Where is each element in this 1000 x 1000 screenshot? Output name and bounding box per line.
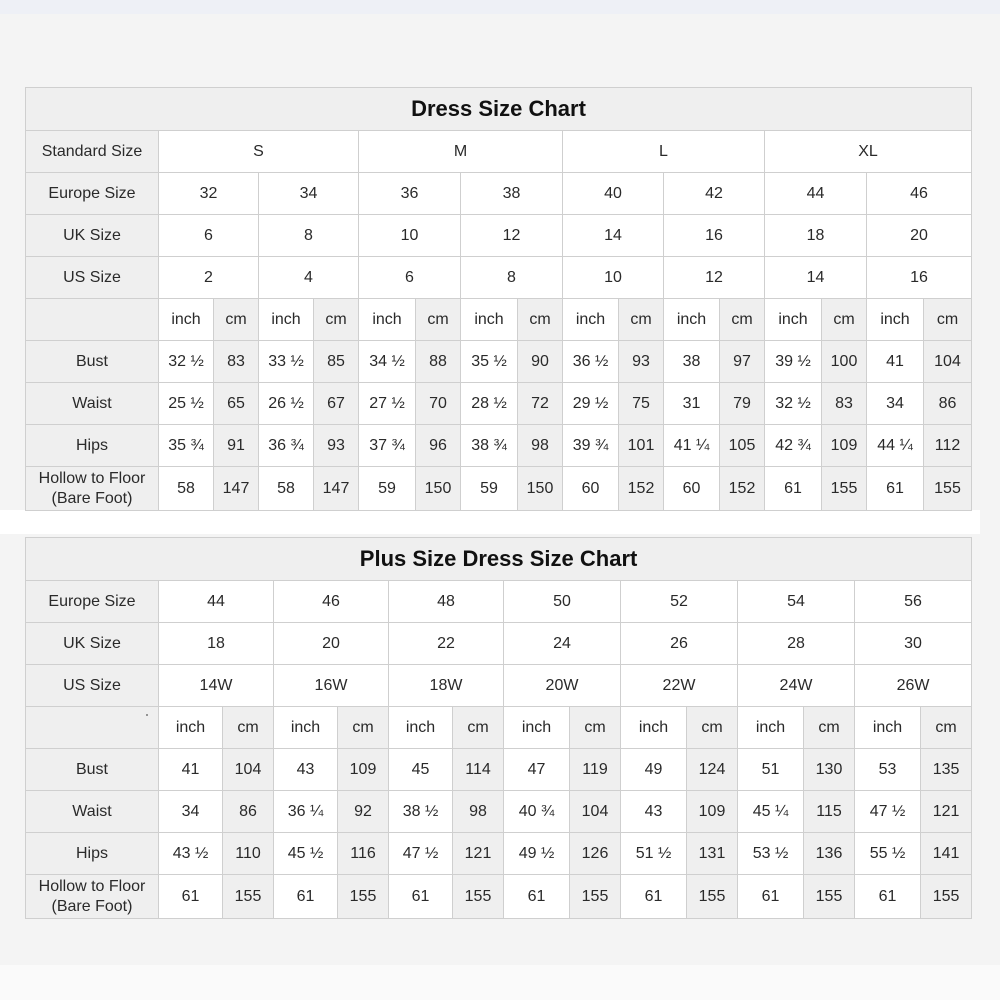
hips-inch-cell: 51 ½ bbox=[621, 833, 687, 875]
hollow-cm-cell: 155 bbox=[921, 875, 972, 919]
hips-cm-cell: 141 bbox=[921, 833, 972, 875]
row-label-hips: Hips bbox=[26, 833, 159, 875]
waist-inch-cell: 26 ½ bbox=[259, 383, 314, 425]
waist-inch-cell: 36 ¼ bbox=[274, 791, 338, 833]
waist-cm-cell: 92 bbox=[338, 791, 389, 833]
hollow-inch-cell: 61 bbox=[504, 875, 570, 919]
uk-size-cell: 18 bbox=[765, 215, 867, 257]
gap-band bbox=[0, 510, 980, 534]
hips-inch-cell: 43 ½ bbox=[159, 833, 223, 875]
us-size-cell: 8 bbox=[461, 257, 563, 299]
row-label-europe-size: Europe Size bbox=[26, 173, 159, 215]
bust-inch-cell: 49 bbox=[621, 749, 687, 791]
unit-header-cm: cm bbox=[921, 707, 972, 749]
europe-size-cell: 40 bbox=[563, 173, 664, 215]
unit-header-inch: inch bbox=[259, 299, 314, 341]
hips-inch-cell: 49 ½ bbox=[504, 833, 570, 875]
bust-inch-cell: 43 bbox=[274, 749, 338, 791]
hips-cm-cell: 112 bbox=[924, 425, 972, 467]
us-size-cell: 6 bbox=[359, 257, 461, 299]
hips-cm-cell: 110 bbox=[223, 833, 274, 875]
uk-size-cell: 20 bbox=[867, 215, 972, 257]
hips-cm-cell: 98 bbox=[518, 425, 563, 467]
hollow-inch-cell: 59 bbox=[359, 467, 416, 511]
unit-header-cm: cm bbox=[223, 707, 274, 749]
hollow-inch-cell: 61 bbox=[621, 875, 687, 919]
hips-cm-cell: 105 bbox=[720, 425, 765, 467]
bust-cm-cell: 93 bbox=[619, 341, 664, 383]
unit-header-inch: inch bbox=[461, 299, 518, 341]
hips-cm-cell: 126 bbox=[570, 833, 621, 875]
bust-cm-cell: 90 bbox=[518, 341, 563, 383]
us-size-cell: 24W bbox=[738, 665, 855, 707]
unit-header-cm: cm bbox=[314, 299, 359, 341]
unit-header-cm: cm bbox=[619, 299, 664, 341]
hips-inch-cell: 53 ½ bbox=[738, 833, 804, 875]
unit-header-cm: cm bbox=[804, 707, 855, 749]
europe-size-cell: 38 bbox=[461, 173, 563, 215]
bust-inch-cell: 41 bbox=[159, 749, 223, 791]
top-band bbox=[0, 0, 1000, 14]
bust-cm-cell: 135 bbox=[921, 749, 972, 791]
row-label-standard-size: Standard Size bbox=[26, 131, 159, 173]
europe-size-cell: 54 bbox=[738, 581, 855, 623]
hollow-inch-cell: 61 bbox=[855, 875, 921, 919]
hips-cm-cell: 116 bbox=[338, 833, 389, 875]
us-size-cell: 4 bbox=[259, 257, 359, 299]
unit-header-cm: cm bbox=[214, 299, 259, 341]
uk-size-cell: 14 bbox=[563, 215, 664, 257]
unit-header-inch: inch bbox=[664, 299, 720, 341]
bust-cm-cell: 109 bbox=[338, 749, 389, 791]
europe-size-cell: 44 bbox=[159, 581, 274, 623]
waist-cm-cell: 72 bbox=[518, 383, 563, 425]
row-label-uk-size: UK Size bbox=[26, 623, 159, 665]
europe-size-cell: 42 bbox=[664, 173, 765, 215]
hips-cm-cell: 93 bbox=[314, 425, 359, 467]
uk-size-cell: 22 bbox=[389, 623, 504, 665]
unit-header-inch: inch bbox=[159, 299, 214, 341]
bust-inch-cell: 39 ½ bbox=[765, 341, 822, 383]
standard-size-cell: M bbox=[359, 131, 563, 173]
row-label-units bbox=[26, 707, 159, 749]
us-size-cell: 26W bbox=[855, 665, 972, 707]
bust-cm-cell: 83 bbox=[214, 341, 259, 383]
europe-size-cell: 56 bbox=[855, 581, 972, 623]
waist-cm-cell: 98 bbox=[453, 791, 504, 833]
us-size-cell: 22W bbox=[621, 665, 738, 707]
uk-size-cell: 12 bbox=[461, 215, 563, 257]
hollow-inch-cell: 61 bbox=[389, 875, 453, 919]
row-label-bust: Bust bbox=[26, 749, 159, 791]
unit-header-inch: inch bbox=[765, 299, 822, 341]
bust-cm-cell: 104 bbox=[223, 749, 274, 791]
hollow-cm-cell: 155 bbox=[804, 875, 855, 919]
hollow-inch-cell: 61 bbox=[738, 875, 804, 919]
bust-inch-cell: 47 bbox=[504, 749, 570, 791]
us-size-cell: 16 bbox=[867, 257, 972, 299]
waist-cm-cell: 104 bbox=[570, 791, 621, 833]
bust-cm-cell: 119 bbox=[570, 749, 621, 791]
row-label-uk-size: UK Size bbox=[26, 215, 159, 257]
waist-cm-cell: 109 bbox=[687, 791, 738, 833]
bust-inch-cell: 41 bbox=[867, 341, 924, 383]
bust-cm-cell: 130 bbox=[804, 749, 855, 791]
hollow-cm-cell: 155 bbox=[924, 467, 972, 511]
unit-header-inch: inch bbox=[867, 299, 924, 341]
uk-size-cell: 28 bbox=[738, 623, 855, 665]
hips-cm-cell: 91 bbox=[214, 425, 259, 467]
waist-inch-cell: 27 ½ bbox=[359, 383, 416, 425]
hips-cm-cell: 96 bbox=[416, 425, 461, 467]
hollow-cm-cell: 147 bbox=[314, 467, 359, 511]
waist-inch-cell: 32 ½ bbox=[765, 383, 822, 425]
unit-header-inch: inch bbox=[855, 707, 921, 749]
waist-inch-cell: 34 bbox=[159, 791, 223, 833]
waist-cm-cell: 121 bbox=[921, 791, 972, 833]
europe-size-cell: 52 bbox=[621, 581, 738, 623]
chart-title: Dress Size Chart bbox=[26, 88, 972, 131]
bust-cm-cell: 114 bbox=[453, 749, 504, 791]
uk-size-cell: 10 bbox=[359, 215, 461, 257]
bottom-band bbox=[0, 965, 1000, 1000]
hollow-cm-cell: 150 bbox=[416, 467, 461, 511]
waist-cm-cell: 79 bbox=[720, 383, 765, 425]
stray-dot-mark bbox=[146, 714, 148, 716]
bust-inch-cell: 35 ½ bbox=[461, 341, 518, 383]
row-label-units bbox=[26, 299, 159, 341]
standard-size-cell: XL bbox=[765, 131, 972, 173]
unit-header-cm: cm bbox=[720, 299, 765, 341]
hollow-cm-cell: 155 bbox=[570, 875, 621, 919]
hips-inch-cell: 44 ¼ bbox=[867, 425, 924, 467]
bust-cm-cell: 124 bbox=[687, 749, 738, 791]
hollow-cm-cell: 155 bbox=[223, 875, 274, 919]
hollow-label-line2: (Bare Foot) bbox=[51, 489, 133, 507]
unit-header-inch: inch bbox=[738, 707, 804, 749]
waist-inch-cell: 31 bbox=[664, 383, 720, 425]
unit-header-inch: inch bbox=[563, 299, 619, 341]
us-size-cell: 12 bbox=[664, 257, 765, 299]
hollow-cm-cell: 155 bbox=[338, 875, 389, 919]
bust-inch-cell: 36 ½ bbox=[563, 341, 619, 383]
plus-size-chart-table bbox=[25, 537, 972, 919]
row-label-us-size: US Size bbox=[26, 257, 159, 299]
hollow-inch-cell: 58 bbox=[259, 467, 314, 511]
hips-inch-cell: 37 ¾ bbox=[359, 425, 416, 467]
waist-cm-cell: 86 bbox=[223, 791, 274, 833]
standard-size-cell: S bbox=[159, 131, 359, 173]
hips-inch-cell: 45 ½ bbox=[274, 833, 338, 875]
unit-header-inch: inch bbox=[621, 707, 687, 749]
unit-header-cm: cm bbox=[338, 707, 389, 749]
bust-cm-cell: 85 bbox=[314, 341, 359, 383]
hollow-inch-cell: 61 bbox=[867, 467, 924, 511]
waist-inch-cell: 40 ¾ bbox=[504, 791, 570, 833]
standard-size-cell: L bbox=[563, 131, 765, 173]
europe-size-cell: 46 bbox=[867, 173, 972, 215]
waist-inch-cell: 38 ½ bbox=[389, 791, 453, 833]
hollow-cm-cell: 150 bbox=[518, 467, 563, 511]
row-label-hollow-to-floor bbox=[26, 875, 159, 919]
waist-cm-cell: 67 bbox=[314, 383, 359, 425]
row-label-waist: Waist bbox=[26, 383, 159, 425]
waist-cm-cell: 65 bbox=[214, 383, 259, 425]
waist-inch-cell: 47 ½ bbox=[855, 791, 921, 833]
us-size-cell: 20W bbox=[504, 665, 621, 707]
hollow-label-line1: Hollow to Floor bbox=[38, 877, 146, 895]
europe-size-cell: 36 bbox=[359, 173, 461, 215]
bust-cm-cell: 97 bbox=[720, 341, 765, 383]
us-size-cell: 10 bbox=[563, 257, 664, 299]
hollow-cm-cell: 152 bbox=[619, 467, 664, 511]
hips-cm-cell: 109 bbox=[822, 425, 867, 467]
row-label-bust: Bust bbox=[26, 341, 159, 383]
hollow-inch-cell: 59 bbox=[461, 467, 518, 511]
row-label-hips: Hips bbox=[26, 425, 159, 467]
hollow-label-line1: Hollow to Floor bbox=[38, 469, 146, 487]
waist-cm-cell: 75 bbox=[619, 383, 664, 425]
row-label-europe-size: Europe Size bbox=[26, 581, 159, 623]
row-label-us-size: US Size bbox=[26, 665, 159, 707]
bust-inch-cell: 45 bbox=[389, 749, 453, 791]
unit-header-cm: cm bbox=[687, 707, 738, 749]
waist-cm-cell: 115 bbox=[804, 791, 855, 833]
hips-inch-cell: 38 ¾ bbox=[461, 425, 518, 467]
waist-cm-cell: 70 bbox=[416, 383, 461, 425]
hips-inch-cell: 35 ¾ bbox=[159, 425, 214, 467]
hips-cm-cell: 131 bbox=[687, 833, 738, 875]
bust-inch-cell: 53 bbox=[855, 749, 921, 791]
bust-inch-cell: 51 bbox=[738, 749, 804, 791]
hips-inch-cell: 41 ¼ bbox=[664, 425, 720, 467]
hips-inch-cell: 36 ¾ bbox=[259, 425, 314, 467]
hollow-inch-cell: 58 bbox=[159, 467, 214, 511]
hips-inch-cell: 47 ½ bbox=[389, 833, 453, 875]
hollow-cm-cell: 147 bbox=[214, 467, 259, 511]
unit-header-cm: cm bbox=[518, 299, 563, 341]
bust-cm-cell: 88 bbox=[416, 341, 461, 383]
waist-inch-cell: 25 ½ bbox=[159, 383, 214, 425]
us-size-cell: 18W bbox=[389, 665, 504, 707]
unit-header-inch: inch bbox=[389, 707, 453, 749]
unit-header-inch: inch bbox=[159, 707, 223, 749]
unit-header-inch: inch bbox=[504, 707, 570, 749]
bust-cm-cell: 104 bbox=[924, 341, 972, 383]
europe-size-cell: 32 bbox=[159, 173, 259, 215]
hollow-inch-cell: 61 bbox=[765, 467, 822, 511]
us-size-cell: 2 bbox=[159, 257, 259, 299]
bust-inch-cell: 33 ½ bbox=[259, 341, 314, 383]
dress-size-chart-table bbox=[25, 87, 972, 511]
europe-size-cell: 44 bbox=[765, 173, 867, 215]
row-label-hollow-to-floor bbox=[26, 467, 159, 511]
europe-size-cell: 48 bbox=[389, 581, 504, 623]
unit-header-cm: cm bbox=[416, 299, 461, 341]
uk-size-cell: 30 bbox=[855, 623, 972, 665]
uk-size-cell: 24 bbox=[504, 623, 621, 665]
waist-inch-cell: 28 ½ bbox=[461, 383, 518, 425]
hips-inch-cell: 39 ¾ bbox=[563, 425, 619, 467]
waist-inch-cell: 34 bbox=[867, 383, 924, 425]
uk-size-cell: 6 bbox=[159, 215, 259, 257]
us-size-cell: 14W bbox=[159, 665, 274, 707]
us-size-cell: 16W bbox=[274, 665, 389, 707]
bust-cm-cell: 100 bbox=[822, 341, 867, 383]
uk-size-cell: 8 bbox=[259, 215, 359, 257]
unit-header-inch: inch bbox=[274, 707, 338, 749]
bust-inch-cell: 32 ½ bbox=[159, 341, 214, 383]
uk-size-cell: 18 bbox=[159, 623, 274, 665]
unit-header-cm: cm bbox=[924, 299, 972, 341]
row-label-waist: Waist bbox=[26, 791, 159, 833]
unit-header-cm: cm bbox=[570, 707, 621, 749]
bust-inch-cell: 34 ½ bbox=[359, 341, 416, 383]
hips-inch-cell: 55 ½ bbox=[855, 833, 921, 875]
bust-inch-cell: 38 bbox=[664, 341, 720, 383]
unit-header-cm: cm bbox=[822, 299, 867, 341]
uk-size-cell: 20 bbox=[274, 623, 389, 665]
chart-title: Plus Size Dress Size Chart bbox=[26, 538, 972, 581]
hollow-inch-cell: 61 bbox=[274, 875, 338, 919]
hips-cm-cell: 136 bbox=[804, 833, 855, 875]
europe-size-cell: 46 bbox=[274, 581, 389, 623]
waist-inch-cell: 43 bbox=[621, 791, 687, 833]
hips-inch-cell: 42 ¾ bbox=[765, 425, 822, 467]
hollow-inch-cell: 61 bbox=[159, 875, 223, 919]
hollow-inch-cell: 60 bbox=[563, 467, 619, 511]
europe-size-cell: 50 bbox=[504, 581, 621, 623]
waist-inch-cell: 45 ¼ bbox=[738, 791, 804, 833]
hollow-cm-cell: 155 bbox=[453, 875, 504, 919]
hollow-label-line2: (Bare Foot) bbox=[51, 897, 133, 915]
waist-cm-cell: 86 bbox=[924, 383, 972, 425]
hips-cm-cell: 101 bbox=[619, 425, 664, 467]
hips-cm-cell: 121 bbox=[453, 833, 504, 875]
uk-size-cell: 26 bbox=[621, 623, 738, 665]
unit-header-inch: inch bbox=[359, 299, 416, 341]
uk-size-cell: 16 bbox=[664, 215, 765, 257]
europe-size-cell: 34 bbox=[259, 173, 359, 215]
unit-header-cm: cm bbox=[453, 707, 504, 749]
hollow-cm-cell: 152 bbox=[720, 467, 765, 511]
waist-inch-cell: 29 ½ bbox=[563, 383, 619, 425]
hollow-cm-cell: 155 bbox=[687, 875, 738, 919]
waist-cm-cell: 83 bbox=[822, 383, 867, 425]
us-size-cell: 14 bbox=[765, 257, 867, 299]
hollow-cm-cell: 155 bbox=[822, 467, 867, 511]
hollow-inch-cell: 60 bbox=[664, 467, 720, 511]
